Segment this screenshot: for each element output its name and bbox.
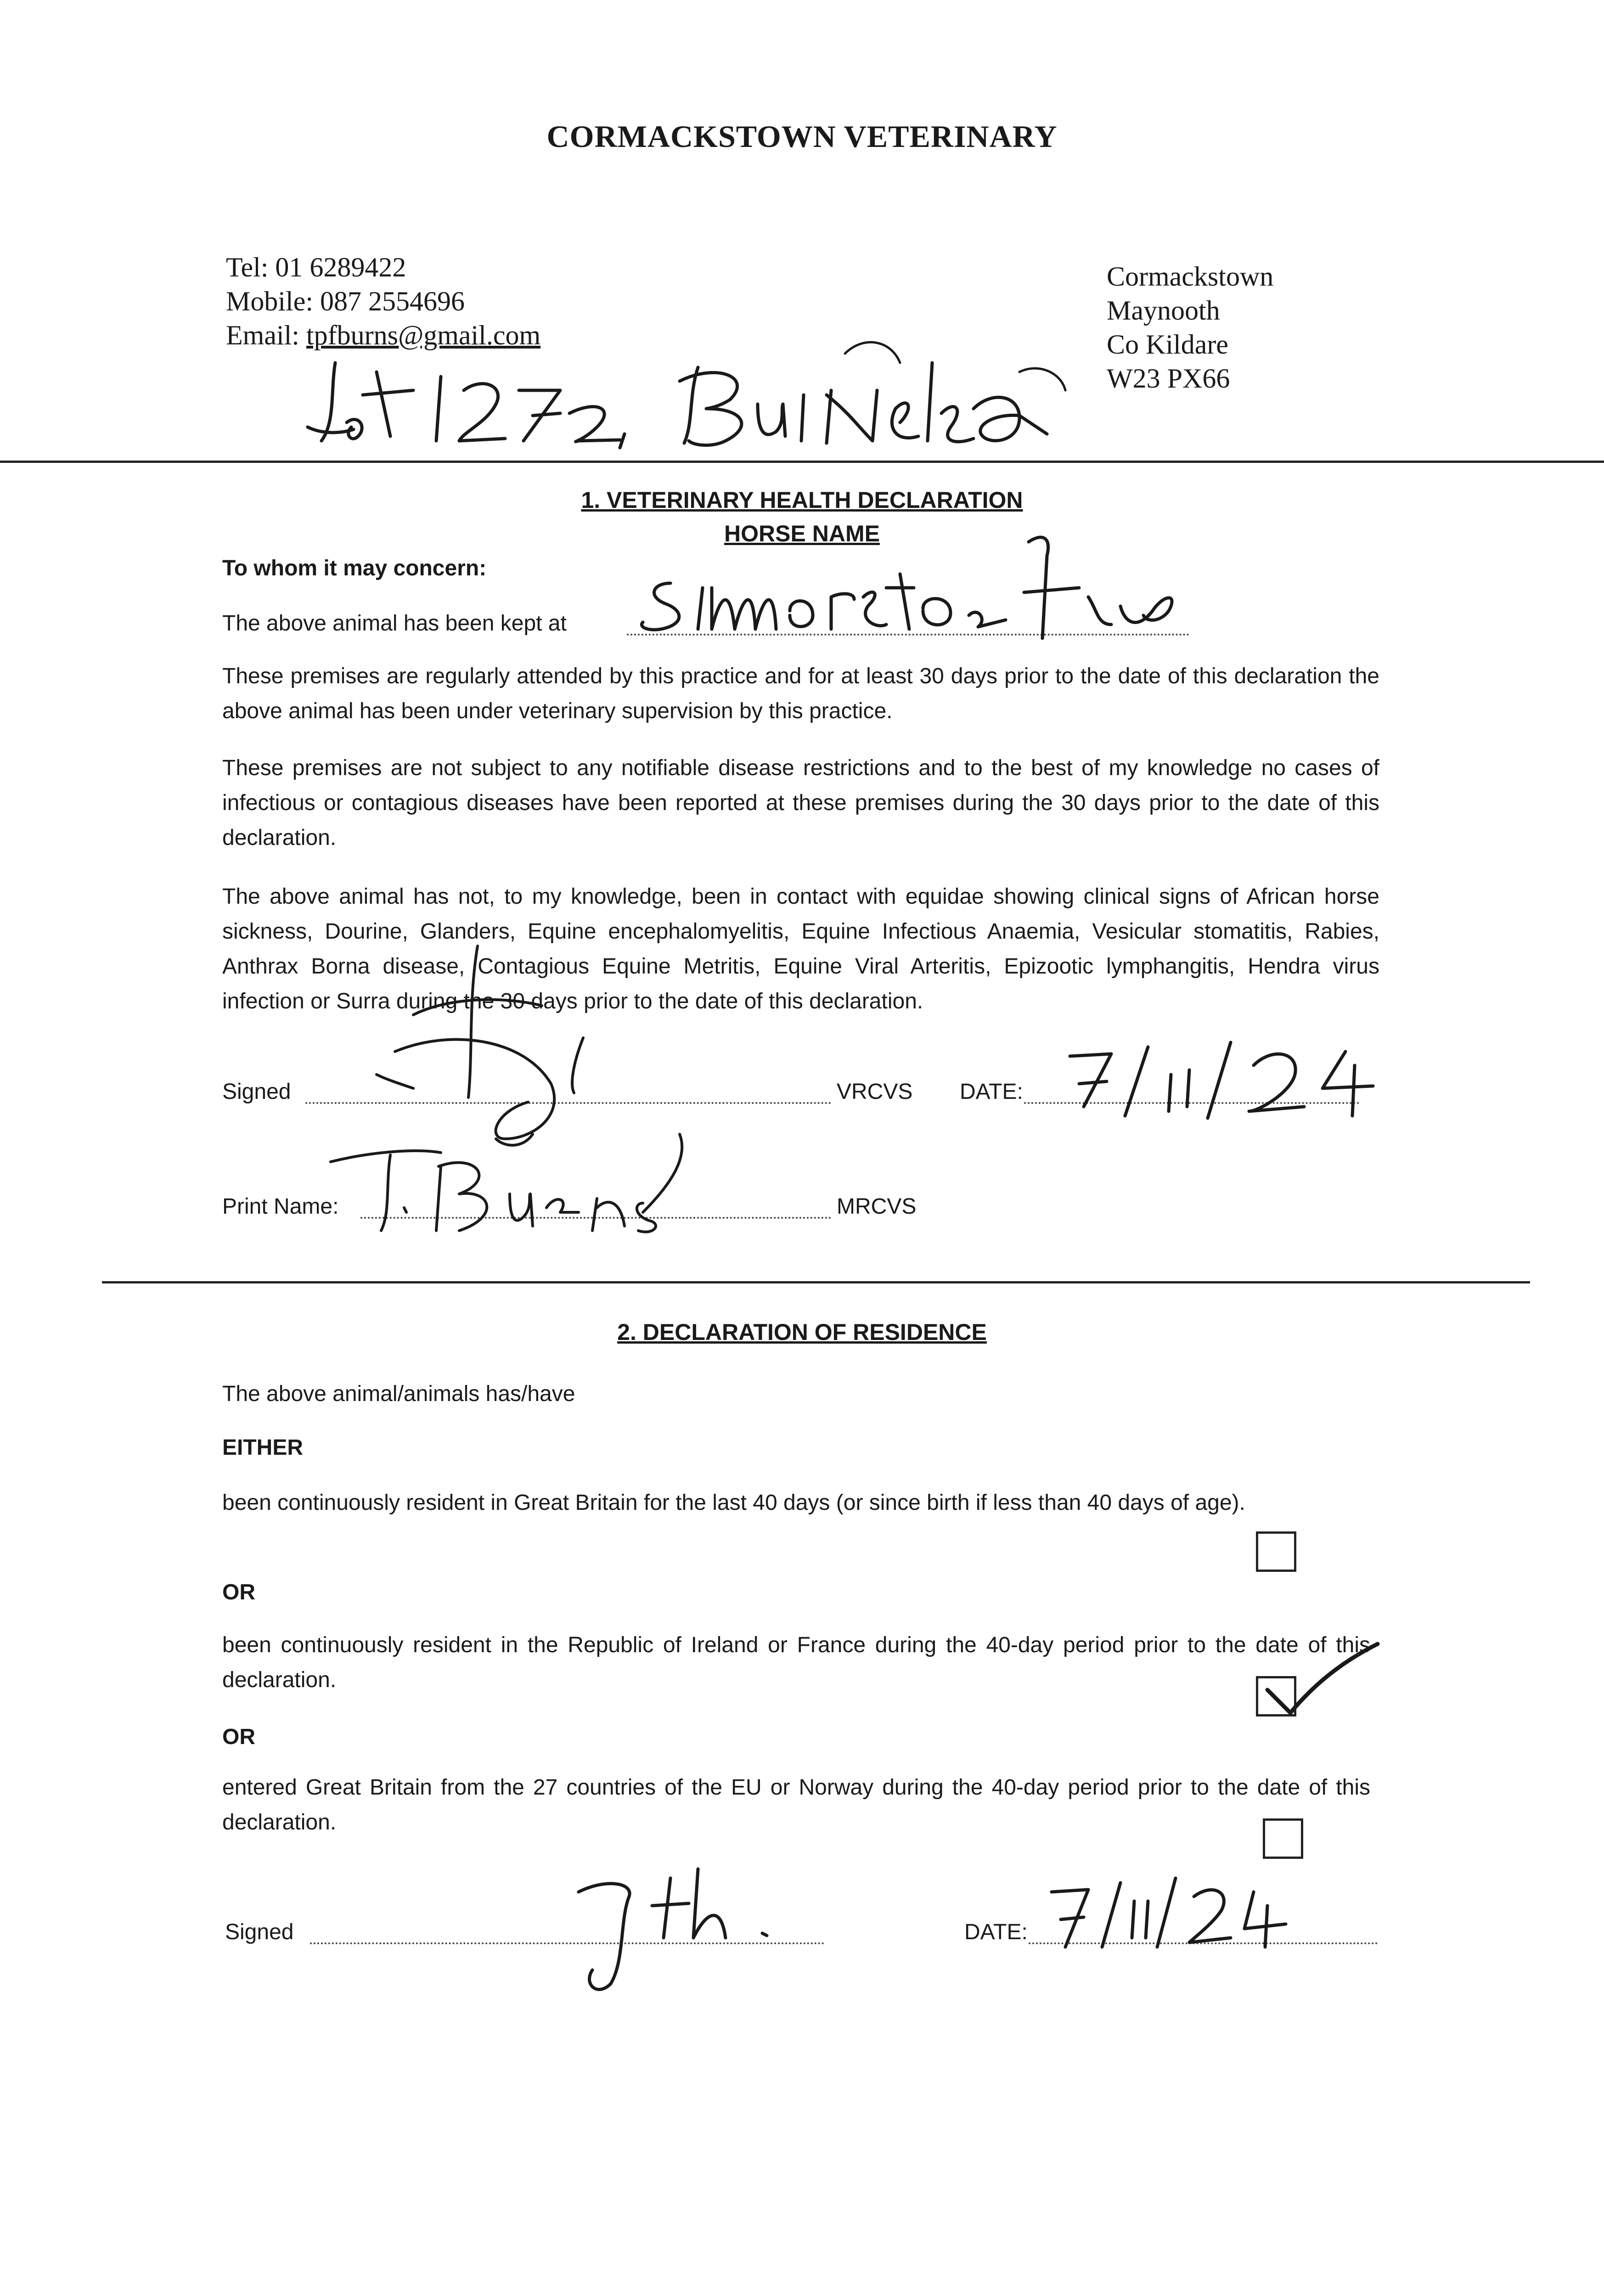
contact-tel: Tel: 01 6289422 bbox=[226, 252, 406, 282]
vet-date-label: DATE: bbox=[960, 1080, 1023, 1104]
address-line-1: Cormackstown bbox=[1107, 261, 1274, 292]
option3-text: entered Great Britain from the 27 countries of the EU or Norway during the 40-day period prior to the date of this declaration. bbox=[222, 1775, 1370, 1835]
residence-signed-label: Signed bbox=[225, 1920, 294, 1944]
option3-checkbox[interactable] bbox=[1263, 1818, 1303, 1859]
residence-date-label: DATE: bbox=[964, 1920, 1028, 1944]
or-label-2: OR bbox=[222, 1725, 255, 1749]
vrcvs-label: VRCVS bbox=[837, 1080, 913, 1104]
option1-checkbox[interactable] bbox=[1256, 1531, 1296, 1572]
handwritten-vet-date bbox=[1056, 1038, 1378, 1120]
contact-email-label: Email: bbox=[226, 320, 306, 350]
option2-text: been continuously resident in the Republic of Ireland or France during the 40-day period prior to the date of this declaration. bbox=[222, 1633, 1370, 1692]
kept-at-label: The above animal has been kept at bbox=[222, 611, 567, 636]
mrcvs-label: MRCVS bbox=[837, 1194, 917, 1219]
handwritten-vet-name bbox=[321, 1134, 735, 1254]
handwritten-residence-date bbox=[1042, 1874, 1300, 1952]
section1-subheading: HORSE NAME bbox=[724, 521, 880, 546]
or-label-1: OR bbox=[222, 1580, 255, 1604]
print-name-label: Print Name: bbox=[222, 1194, 339, 1219]
option1-text: been continuously resident in Great Britain for the last 40 days (or since birth if less than 40 days of age). bbox=[222, 1491, 1245, 1515]
contact-mobile: Mobile: 087 2554696 bbox=[226, 286, 465, 316]
address-line-4: W23 PX66 bbox=[1107, 363, 1230, 394]
section1-para3: The above animal has not, to my knowledge, been in contact with equidae showing clinical signs of African horse sickness, Dourine, Glanders, Equine encephalomyelitis, Equine Infectious Anaemia, Vesicular stomatitis, Rabies, Anthrax Borna disease, Contagious Equine Metritis, Equine Viral Arteritis, Epizootic lymphangitis, Hendra virus infection or Surra during the 30 days prior to the date of this declaration. bbox=[222, 884, 1379, 1013]
handwritten-reference bbox=[303, 335, 1093, 455]
divider-top bbox=[0, 461, 1604, 463]
check-mark-icon bbox=[1258, 1635, 1387, 1727]
address-line-2: Maynooth bbox=[1107, 295, 1220, 326]
address-line-3: Co Kildare bbox=[1107, 329, 1228, 360]
section1-para2: These premises are not subject to any notifiable disease restrictions and to the best of my knowledge no cases of infectious or contagious diseases have been reported at these premises during the 30 days prior to the date of this declaration. bbox=[222, 756, 1379, 850]
handwritten-premises bbox=[638, 519, 1208, 647]
section1-para1: These premises are regularly attended by this practice and for at least 30 days prior to the date of this declaration the above animal has been under veterinary supervision by this practice. bbox=[222, 664, 1379, 723]
salutation: To whom it may concern: bbox=[222, 556, 487, 580]
residence-signature bbox=[569, 1860, 808, 1993]
practice-title: CORMACKSTOWN VETERINARY bbox=[546, 119, 1058, 154]
either-label: EITHER bbox=[222, 1435, 304, 1460]
section1-heading: 1. VETERINARY HEALTH DECLARATION bbox=[581, 487, 1023, 513]
divider-middle bbox=[102, 1281, 1530, 1283]
contact-email-link[interactable]: tpfburns@gmail.com bbox=[306, 320, 541, 350]
section2-intro: The above animal/animals has/have bbox=[222, 1382, 575, 1406]
vet-signed-label: Signed bbox=[222, 1080, 291, 1104]
section2-heading: 2. DECLARATION OF RESIDENCE bbox=[617, 1319, 987, 1345]
